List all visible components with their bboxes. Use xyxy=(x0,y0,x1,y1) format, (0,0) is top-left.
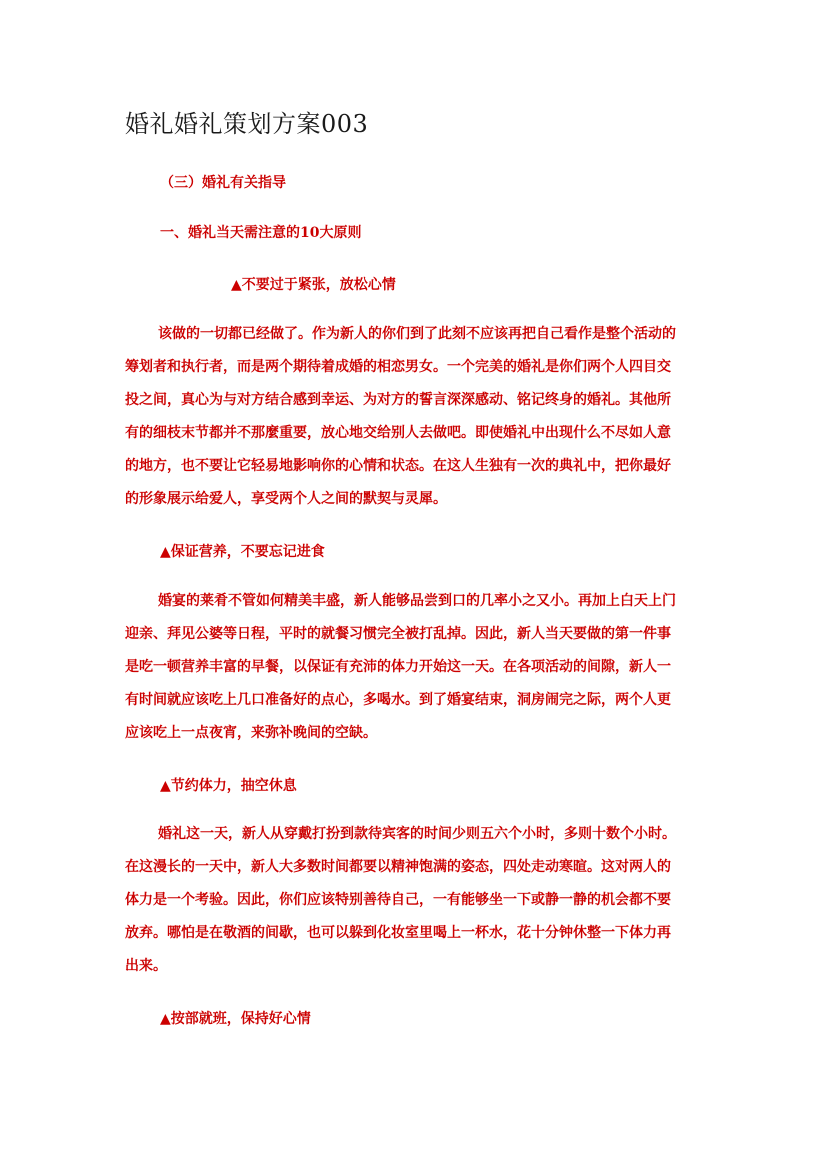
paragraph-line: 投之间，真心为与对方结合感到幸运、为对方的誓言深深感动、铭记终身的婚礼。其他所 xyxy=(125,392,671,408)
paragraph-line: 婚礼这一天，新人从穿戴打扮到款待宾客的时间少则五六个小时，多则十数个小时。 xyxy=(158,826,676,842)
part-heading: 一、婚礼当天需注意的10大原则 xyxy=(160,225,362,241)
principle-heading-4: ▲按部就班，保持好心情 xyxy=(160,1011,311,1027)
paragraph-line: 该做的一切都已经做了。作为新人的你们到了此刻不应该再把自己看作是整个活动的 xyxy=(158,326,676,342)
paragraph-line: 应该吃上一点夜宵，来弥补晚间的空缺。 xyxy=(125,725,377,741)
document-title: 婚礼婚礼策划方案003 xyxy=(125,110,369,138)
paragraph-line: 放弃。哪怕是在敬酒的间歇，也可以躲到化妆室里喝上一杯水，花十分钟休整一下体力再 xyxy=(125,925,671,941)
principle-paragraph-1 xyxy=(125,318,703,516)
paragraph-line: 是吃一顿营养丰富的早餐，以保证有充沛的体力开始这一天。在各项活动的间隙，新人一 xyxy=(125,659,671,675)
section-heading: （三）婚礼有关指导 xyxy=(160,175,286,191)
paragraph-line: 出来。 xyxy=(125,958,167,974)
principle-heading-3: ▲节约体力，抽空休息 xyxy=(160,778,297,794)
principle-paragraph-2 xyxy=(125,585,703,750)
paragraph-line: 的地方，也不要让它轻易地影响你的心情和状态。在这人生独有一次的典礼中，把你最好 xyxy=(125,458,671,474)
paragraph-line: 有的细枝末节都并不那麼重要，放心地交给别人去做吧。即使婚礼中出现什么不尽如人意 xyxy=(125,425,671,441)
paragraph-line: 的形象展示给爱人，享受两个人之间的默契与灵犀。 xyxy=(125,491,447,507)
paragraph-line: 迎亲、拜见公婆等日程，平时的就餐习惯完全被打乱掉。因此，新人当天要做的第一件事 xyxy=(125,626,671,642)
principle-paragraph-3 xyxy=(125,818,703,983)
principle-heading-2: ▲保证营养，不要忘记进食 xyxy=(160,544,325,560)
paragraph-line: 筹划者和执行者，而是两个期待着成婚的相恋男女。一个完美的婚礼是你们两个人四目交 xyxy=(125,359,671,375)
paragraph-line: 在这漫长的一天中，新人大多数时间都要以精神饱满的姿态，四处走动寒暄。这对两人的 xyxy=(125,859,671,875)
principle-heading-1: ▲不要过于紧张，放松心情 xyxy=(231,277,396,293)
paragraph-line: 体力是一个考验。因此，你们应该特别善待自己，一有能够坐一下或静一静的机会都不要 xyxy=(125,892,671,908)
paragraph-line: 婚宴的莱肴不管如何精美丰盛，新人能够品尝到口的几率小之又小。再加上白天上门 xyxy=(158,593,676,609)
paragraph-line: 有时间就应该吃上几口准备好的点心，多喝水。到了婚宴结束，洞房闹完之际，两个人更 xyxy=(125,692,671,708)
